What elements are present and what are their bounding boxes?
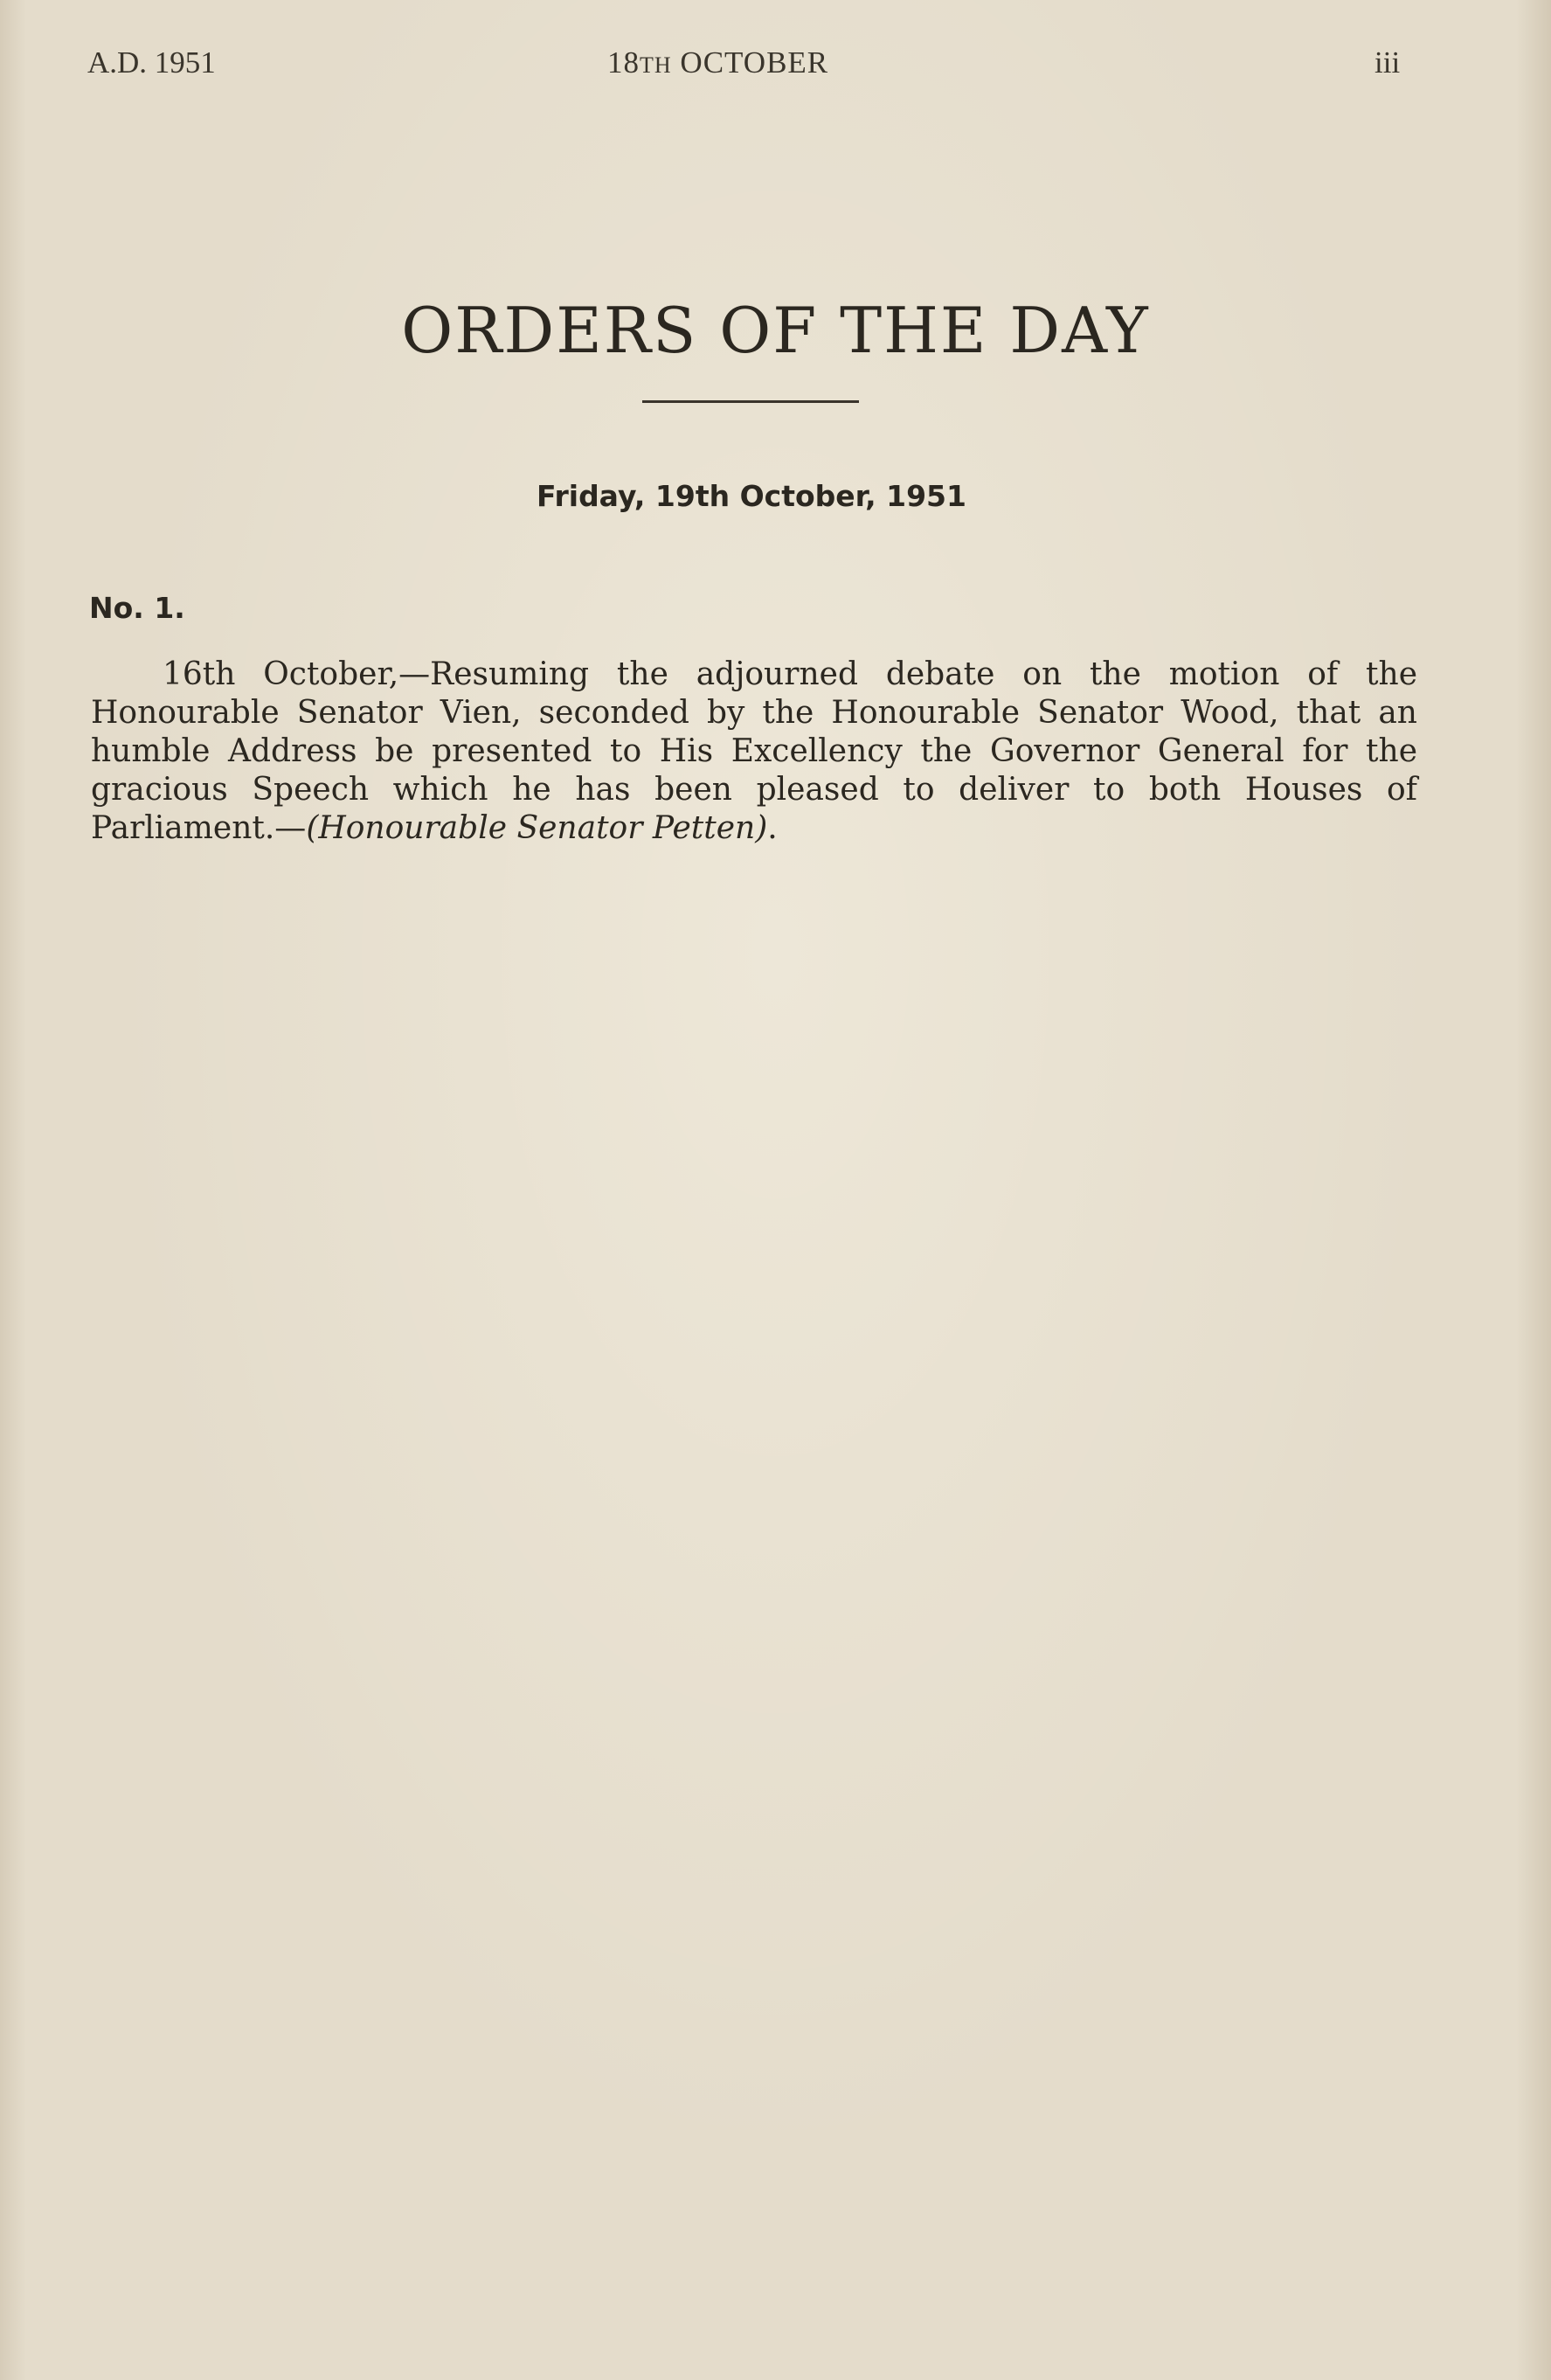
running-head xyxy=(0,45,1551,89)
title-divider xyxy=(642,400,859,403)
page-number: iii xyxy=(1374,45,1401,80)
page-title: ORDERS OF THE DAY xyxy=(401,294,1150,368)
running-head-day-number: 18 xyxy=(607,45,640,80)
order-text xyxy=(91,656,1417,848)
order-body: 16th October,—Resuming the adjourned debate on the motion of the Honourable Senator Vien, seconded by the Honourable Senator Wood, that an humble Address be presented to His Excellency the Governor General for the gracious Speech which he has been pleased to deliver to both Houses of Parliament.— xyxy=(91,656,1417,846)
running-head-date xyxy=(607,45,828,80)
running-head-day-suffix: TH xyxy=(640,52,672,78)
running-head-year: A.D. 1951 xyxy=(87,45,216,80)
order-end-punctuation: . xyxy=(767,810,778,846)
order-number: No. 1. xyxy=(89,591,185,625)
running-head-month: OCTOBER xyxy=(680,45,829,80)
sitting-date: Friday, 19th October, 1951 xyxy=(537,479,966,513)
order-mover: (Honourable Senator Petten) xyxy=(306,810,768,846)
